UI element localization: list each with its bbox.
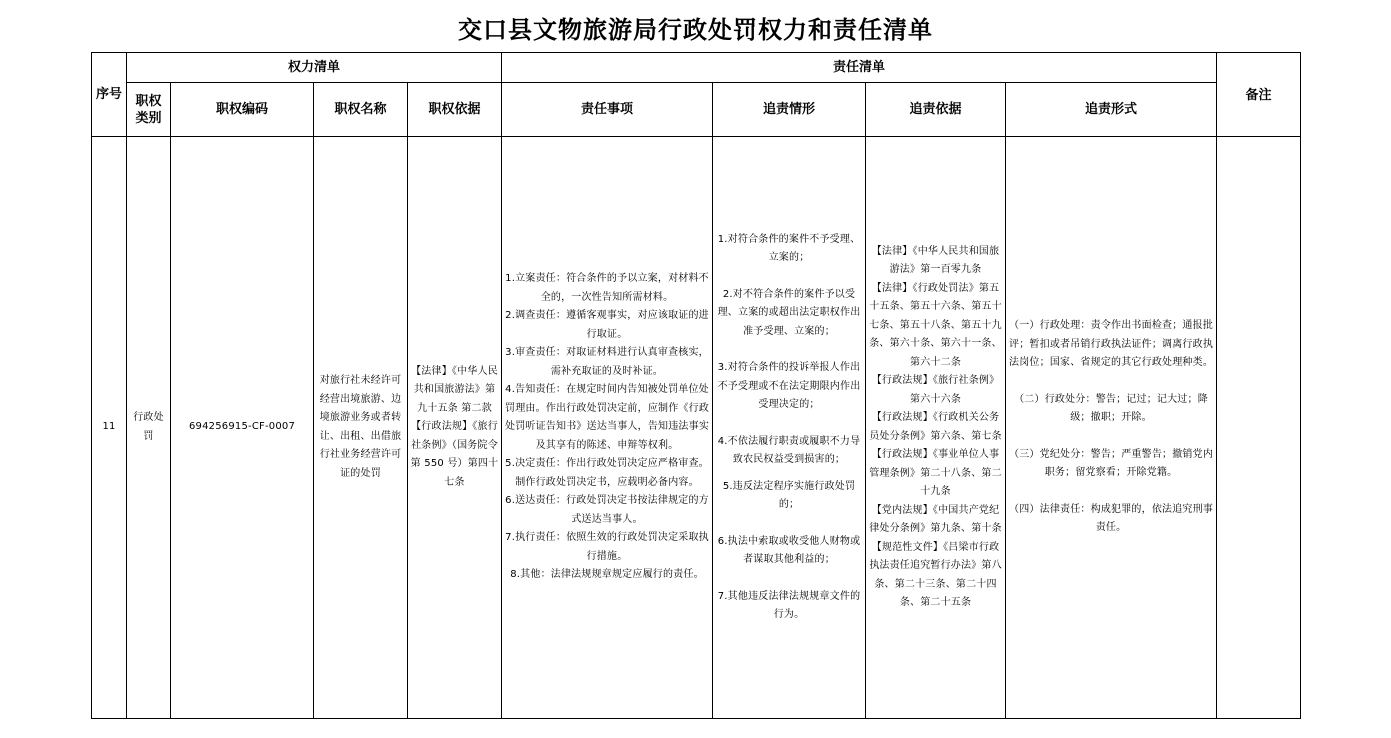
acc-basis-item: 【党内法规】《中国共产党纪律处分条例》第九条、第十条 [869, 504, 1002, 534]
header-resp-items: 责任事项 [502, 83, 713, 137]
header-seq: 序号 [92, 53, 127, 137]
accountability-item: 1.对符合条件的案件不予受理、立案的； [717, 233, 861, 263]
acc-basis-item: 【法律】《行政处罚法》第五十五条、第五十六条、第五十七条、第五十八条、第五十九条、第六十条、第六十一条、第六十二条 [869, 282, 1002, 368]
acc-basis-item: 【行政法规】《旅行社条例》第六十六条 [871, 375, 1000, 405]
acc-form-item: （三）党纪处分：警告；严重警告；撤销党内职务；留党察看；开除党籍。 [1009, 448, 1214, 479]
header-name: 职权名称 [314, 83, 408, 137]
cell-code: 694256915-CF-0007 [171, 137, 314, 719]
accountability-item: 5.违反法定程序实施行政处罚的； [722, 480, 856, 510]
acc-basis-item: 【行政法规】《事业单位人事管理条例》第二十八条、第二十九条 [869, 449, 1002, 497]
header-responsibility-list: 责任清单 [502, 53, 1217, 83]
header-basis: 职权依据 [408, 83, 502, 137]
cell-name: 对旅行社未经许可经营出境旅游、边境旅游业务或者转让、出租、出借旅行社业务经营许可证的处罚 [314, 137, 408, 719]
resp-item: 6.送达责任：行政处罚决定书按法律规定的方式送达当事人。 [505, 495, 709, 525]
header-power-list: 权力清单 [127, 53, 502, 83]
cell-category: 行政处 罚 [127, 137, 171, 719]
accountability-item: 4.不依法履行职责或履职不力导致农民权益受到损害的； [717, 435, 861, 465]
accountability-item: 7.其他违反法律法规规章文件的行为。 [717, 590, 861, 620]
resp-item: 5.决定责任：作出行政处罚决定应严格审查。制作行政处罚决定书，应载明必备内容。 [505, 458, 709, 488]
header-remarks: 备注 [1217, 53, 1301, 137]
header-acc-form: 追责形式 [1006, 83, 1217, 137]
resp-item: 3.审查责任：对取证材料进行认真审查核实，需补充取证的及时补证。 [505, 347, 709, 377]
cell-resp-items [502, 137, 713, 719]
resp-item: 2.调查责任：遵循客观事实，对应该取证的进行取证。 [505, 310, 709, 340]
accountability-item: 3.对符合条件的投诉举报人作出不予受理或不在法定期限内作出受理决定的； [717, 362, 861, 410]
cell-acc-basis [866, 137, 1006, 719]
page-title: 交口县文物旅游局行政处罚权力和责任清单 [458, 15, 933, 44]
resp-item: 4.告知责任：在规定时间内告知被处罚单位处罚理由。作出行政处罚决定前，应制作《行政处罚听证告知书》送达当事人，告知违法事实及其享有的陈述、申辩等权利。 [505, 384, 710, 451]
acc-form-item: （四）法律责任：构成犯罪的，依法追究刑事责任。 [1009, 503, 1214, 534]
acc-basis-item: 【法律】《中华人民共和国旅游法》第一百零九条 [871, 245, 1000, 275]
cell-basis: 【法律】《中华人民共和国旅游法》第九十五条 第二款 【行政法规】《旅行社条例》（国务院令第 550 号）第四十七条 [408, 137, 502, 719]
cell-accountability [713, 137, 866, 719]
cell-seq: 11 [92, 137, 127, 719]
acc-form-item: （二）行政处分：警告；记过；记大过；降级；撤职；开除。 [1014, 393, 1208, 424]
cell-acc-form [1006, 137, 1217, 719]
resp-item: 7.执行责任：依照生效的行政处罚决定采取执行措施。 [505, 532, 709, 562]
table-row [92, 137, 1301, 719]
header-code: 职权编码 [171, 83, 314, 137]
acc-form-item: （一）行政处理：责令作出书面检查；通报批评；暂扣或者吊销行政执法证件；调离行政执法岗位；国家、省规定的其它行政处理种类。 [1009, 320, 1214, 369]
acc-basis-item: 【规范性文件】《吕梁市行政执法责任追究暂行办法》第八条、第二十三条、第二十四条、第二十五条 [869, 541, 1002, 608]
resp-item: 1.立案责任：符合条件的予以立案，对材料不全的，一次性告知所需材料。 [505, 273, 709, 303]
resp-item: 8.其他：法律法规规章规定应履行的责任。 [510, 569, 704, 581]
header-acc-basis: 追责依据 [866, 83, 1006, 137]
accountability-item: 2.对不符合条件的案件予以受理、立案的或超出法定职权作出准予受理、立案的； [717, 288, 861, 337]
accountability-item: 6.执法中索取或收受他人财物或者谋取其他利益的； [717, 535, 861, 565]
header-category: 职权 类别 [127, 83, 171, 137]
power-responsibility-table [91, 52, 1301, 719]
cell-remarks [1217, 137, 1301, 719]
acc-basis-item: 【行政法规】《行政机关公务员处分条例》第六条、第七条 [869, 412, 1002, 442]
header-accountability: 追责情形 [713, 83, 866, 137]
